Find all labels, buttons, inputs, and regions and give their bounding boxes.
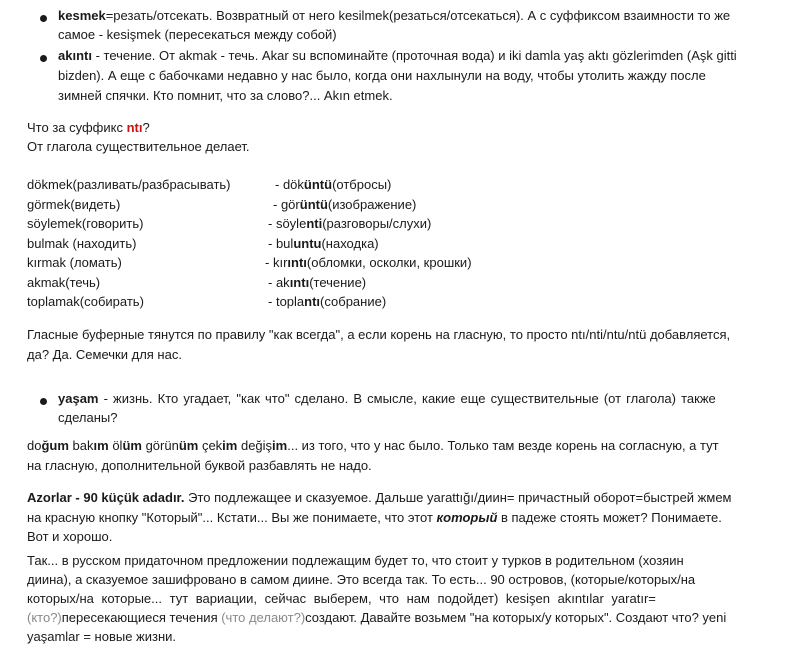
noun-root: kır [272, 255, 288, 270]
suffix-question [27, 118, 150, 137]
kesmek-line-2: самое - kesişmek (пересекаться между собой) [58, 27, 337, 42]
noun-cell [268, 292, 386, 311]
azorlar-p2-line-1: Так... в русском придаточном предложении подлежащим будет то, что стоит у турков в родительном (хозяин [27, 553, 684, 568]
noun-dash: - [268, 275, 276, 290]
azorlar-title: Azorlar - 90 küçük adadır. [27, 490, 185, 505]
azorlar-line-2 [27, 508, 722, 527]
noun-cell [268, 273, 366, 292]
noun-dash: - [268, 216, 276, 231]
word-suffix: ğum [41, 438, 69, 453]
azorlar-text: на красную кнопку "Который"... Кстати... Вы же понимаете, что этот [27, 510, 437, 525]
bullet-icon [40, 398, 47, 405]
verb-cell: toplamak(собирать) [27, 294, 144, 309]
noun-suffix: üntü [299, 197, 328, 212]
word-root: bak [72, 438, 94, 453]
hint-text: (кто?) [27, 610, 62, 625]
verb-cell: bulmak (находить) [27, 236, 137, 251]
noun-suffix: üntü [303, 177, 333, 192]
azorlar-p2-line-3: которых/на которые... тут вариации, сейчас выберем, что нам подойдет) kesişen akıntılar yaratır= [27, 591, 656, 606]
noun-root: bul [275, 236, 294, 251]
verb-cell: akmak(течь) [27, 275, 101, 290]
noun-suffix: ıntı [287, 255, 307, 270]
azorlar-p2-line-5: yaşamlar = новые жизни. [27, 629, 177, 644]
word-suffix: ım [93, 438, 109, 453]
word-suffix: im [222, 438, 238, 453]
bullet-icon [40, 15, 47, 22]
suffix-question-end: ? [142, 120, 150, 135]
noun-dash: - [268, 294, 276, 309]
akinti-line-2: bizden). А еще с бабочками недавно у нас было, когда они нахлынули на воду, чтобы утолить жажду после [58, 68, 706, 83]
word-suffix: üm [178, 438, 199, 453]
azorlar-p2-line-4 [27, 608, 726, 627]
yasam-line-2: сделаны? [58, 410, 118, 425]
akinti-line-1 [58, 46, 737, 65]
noun-dash: - [268, 236, 276, 251]
yasam-line-1 [58, 389, 778, 408]
suffix-answer: От глагола существительное делает. [27, 139, 250, 154]
noun-root: dök [282, 177, 304, 192]
suffix-question-prefix: Что за суффикс [27, 120, 127, 135]
noun-dash: - [265, 255, 273, 270]
noun-suffix: untu [293, 236, 322, 251]
suffix-highlight: ntı [126, 120, 143, 135]
noun-suffix: ntı [304, 294, 321, 309]
noun-meaning: (изображение) [327, 197, 417, 212]
word-root: do [27, 438, 42, 453]
um-words-text: ... из того, что у нас было. Только там везде корень на согласную, а тут [287, 438, 719, 453]
yasam-text: - жизнь. Кто угадает, "как что" сделано. В смысле, какие еще существительные (от глагола) также [98, 391, 716, 406]
noun-cell [273, 195, 416, 214]
um-words-line-2: на гласную, дополнительной буквой разбавлять не надо. [27, 458, 372, 473]
noun-meaning: (собрание) [320, 294, 387, 309]
noun-cell [275, 175, 391, 194]
noun-cell [268, 214, 431, 233]
yasam-term: yaşam [58, 391, 99, 406]
azorlar-line-1 [27, 488, 731, 507]
hint-text: (что делают?) [221, 610, 306, 625]
vowels-note-line-2: да? Да. Семечки для нас. [27, 347, 182, 362]
word-root: öl [112, 438, 123, 453]
noun-dash: - [273, 197, 281, 212]
akinti-term: akıntı [58, 48, 92, 63]
vowels-note-line-1: Гласные буферные тянутся по правилу "как всегда", а если корень на гласную, то просто ntı/nti/ntu/ntü добавляется, [27, 327, 731, 342]
azorlar-text: в падеже стоять может? Понимаете. [497, 510, 722, 525]
azorlar-text: пересекающиеся течения [61, 610, 222, 625]
noun-root: söyle [275, 216, 307, 231]
azorlar-text: Это подлежащее и сказуемое. Дальше yarattığı/диин= причастный оборот=быстрей жмем [184, 490, 732, 505]
word-root: değiş [240, 438, 273, 453]
bullet-icon [40, 55, 47, 62]
noun-meaning: (отбросы) [332, 177, 392, 192]
verb-cell: kırmak (ломать) [27, 255, 122, 270]
azorlar-p2-line-2: диина), а сказуемое зашифровано в самом диине. Это всегда так. То есть... 90 островов, (которые/которых/на [27, 572, 696, 587]
verb-cell: görmek(видеть) [27, 197, 121, 212]
azorlar-text: создают. Давайте возьмем "на которых/у которых". Создают что? yeni [305, 610, 727, 625]
noun-cell [265, 253, 472, 272]
word-root: görün [145, 438, 179, 453]
akinti-line-3: зимней спячки. Кто помнит, что за слово?... Akın etmek. [58, 88, 393, 103]
noun-cell [268, 234, 379, 253]
verb-cell: dökmek(разливать/разбрасывать) [27, 177, 231, 192]
noun-suffix: ıntı [289, 275, 310, 290]
noun-root: gör [280, 197, 300, 212]
kesmek-term: kesmek [58, 8, 106, 23]
akinti-text: - течение. От akmak - течь. Akar su вспоминайте (проточная вода) и iki damla yaş aktı gözlerimden (Aşk gitti [91, 48, 737, 63]
word-root: çek [201, 438, 223, 453]
emphasis-word: который [436, 510, 498, 525]
word-suffix: üm [122, 438, 142, 453]
word-suffix: im [272, 438, 288, 453]
noun-meaning: (находка) [321, 236, 379, 251]
noun-root: ak [275, 275, 290, 290]
kesmek-text: =резать/отсекать. Возвратный от него kesilmek(резаться/отсекаться). А с суффиксом взаимности то же [105, 8, 731, 23]
kesmek-line-1 [58, 6, 730, 25]
noun-meaning: (разговоры/слухи) [322, 216, 432, 231]
azorlar-line-3: Вот и хорошо. [27, 529, 113, 544]
noun-suffix: nti [306, 216, 323, 231]
noun-meaning: (обломки, осколки, крошки) [306, 255, 472, 270]
verb-cell: söylemek(говорить) [27, 216, 144, 231]
noun-meaning: (течение) [309, 275, 367, 290]
noun-root: topla [275, 294, 305, 309]
um-words-line-1 [27, 436, 719, 455]
noun-dash: - [275, 177, 283, 192]
